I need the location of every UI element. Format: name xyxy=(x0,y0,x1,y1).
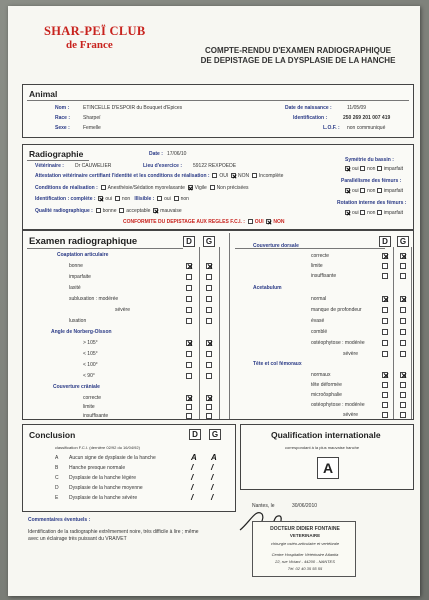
sym-imparfait-checkbox[interactable] xyxy=(377,166,382,171)
dors-insuff-d-checkbox[interactable] xyxy=(382,273,388,279)
dors-correcte-label: correcte xyxy=(311,253,330,259)
tete-normaux-g-checkbox[interactable] xyxy=(400,372,406,378)
cran-insuff-g-checkbox[interactable] xyxy=(206,413,212,419)
coapt-luxation-label: luxation xyxy=(69,318,87,324)
norberg-heading: Angle de Norberg-Olsson xyxy=(51,329,112,335)
couv-dors-heading: Couverture dorsale xyxy=(253,243,299,249)
coapt-luxation-g-checkbox[interactable] xyxy=(206,318,212,324)
signature-date: 30/06/2010 xyxy=(292,503,318,509)
cran-correcte-g-checkbox[interactable] xyxy=(206,395,212,401)
acet-osteo-d-checkbox[interactable] xyxy=(382,340,388,346)
rot-non-checkbox[interactable] xyxy=(360,210,365,215)
ident-oui-label: oui xyxy=(105,196,113,202)
conclusion-g-header: G xyxy=(209,429,221,440)
couv-cran-heading: Couverture crâniale xyxy=(53,384,100,390)
right-col-g-header: G xyxy=(397,236,409,247)
rotation-label: Rotation interne des fémurs : xyxy=(337,200,407,206)
cran-limite-g-checkbox[interactable] xyxy=(206,404,212,410)
examen-section xyxy=(22,230,414,420)
norberg-3-g-checkbox[interactable] xyxy=(206,362,212,368)
par-non-checkbox[interactable] xyxy=(360,188,365,193)
coapt-laxite-g-checkbox[interactable] xyxy=(206,285,212,291)
dors-insuff-label: insuffisante xyxy=(311,273,337,279)
par-oui-label: oui xyxy=(352,188,359,194)
lof-value: non communiqué xyxy=(347,125,386,131)
acet-evase-d-checkbox[interactable] xyxy=(382,318,388,324)
lieu-value: 59122 REXPOEDE xyxy=(193,163,237,169)
race-value: Sharpeï xyxy=(83,115,101,121)
acet-comble-g-checkbox[interactable] xyxy=(400,329,406,335)
tete-normaux-label: normaux xyxy=(311,372,331,378)
acetabulum-heading: Acetabulum xyxy=(253,285,282,291)
acet-comble-d-checkbox[interactable] xyxy=(382,329,388,335)
acet-osteo-g-checkbox[interactable] xyxy=(400,340,406,346)
coaptation-heading: Coaptation articulaire xyxy=(57,252,109,258)
acet-manque-g-checkbox[interactable] xyxy=(400,307,406,313)
sym-oui-label: oui xyxy=(352,166,359,172)
vet-label: Vétérinaire : xyxy=(35,163,64,169)
attest-label: Attestation vétérinaire certifiant l'identité et les conditions de réalisation : xyxy=(35,173,210,179)
conclusion-grade-g: / xyxy=(211,483,214,492)
qual-bonne-checkbox[interactable] xyxy=(96,208,101,213)
acet-osteo-sev-g-checkbox[interactable] xyxy=(400,351,406,357)
stamp-line-1: DOCTEUR DIDIER FONTAINE xyxy=(270,526,340,532)
radiographie-heading: Radiographie xyxy=(29,149,84,159)
qualification-grade: A xyxy=(317,457,339,479)
comments-heading: Commentaires éventuels : xyxy=(28,517,91,523)
acet-normal-g-checkbox[interactable] xyxy=(400,296,406,302)
form-sheet xyxy=(8,6,420,596)
date-label: Date : xyxy=(149,151,163,157)
examen-heading: Examen radiographique xyxy=(29,236,138,247)
animal-section xyxy=(22,84,414,138)
parallelisme-options xyxy=(345,188,403,194)
conclusion-grade-d: / xyxy=(191,463,194,472)
illisible-oui-checkbox[interactable] xyxy=(157,196,162,201)
lof-label: L.O.F. : xyxy=(323,125,340,131)
stamp-line-2: VETERINAIRE xyxy=(289,533,321,538)
rot-imparfait-checkbox[interactable] xyxy=(377,210,382,215)
norberg-2-g-checkbox[interactable] xyxy=(206,351,212,357)
cond-vigile-checkbox[interactable] xyxy=(188,185,193,190)
ident-value: 250 269 201 007 419 xyxy=(343,115,391,121)
dors-correcte-d-checkbox[interactable] xyxy=(382,253,388,259)
conclusion-grade-g: / xyxy=(211,493,214,502)
conformite-row xyxy=(123,219,285,225)
conclusion-grade-g: / xyxy=(211,463,214,472)
tete-osteo-sev-d-checkbox[interactable] xyxy=(382,412,388,418)
cond-label: Conditions de réalisation : xyxy=(35,185,98,191)
race-label: Race : xyxy=(55,115,71,121)
coapt-luxation-d-checkbox[interactable] xyxy=(186,318,192,324)
tete-osteo-d-checkbox[interactable] xyxy=(382,402,388,408)
club-country: de France xyxy=(66,39,113,51)
conclusion-letter: B xyxy=(55,465,59,471)
conclusion-grade-d: / xyxy=(191,473,194,482)
qual-acceptable-label: acceptable xyxy=(126,208,151,214)
tete-deformee-label: tête déformée xyxy=(311,382,342,388)
dors-limite-g-checkbox[interactable] xyxy=(400,263,406,269)
norberg-4-g-checkbox[interactable] xyxy=(206,373,212,379)
tete-osteo-sev-label: sévère xyxy=(343,412,359,418)
norberg-4-label: < 90° xyxy=(83,373,95,379)
cran-limite-label: limite xyxy=(83,404,95,410)
conforme-non-checkbox[interactable] xyxy=(266,219,271,224)
sym-non-checkbox[interactable] xyxy=(360,166,365,171)
tete-osteo-label: ostéophytose : modérée xyxy=(311,402,365,408)
rot-non-label: non xyxy=(367,210,376,216)
coapt-imparfaite-d-checkbox[interactable] xyxy=(186,274,192,280)
coapt-laxite-label: laxité xyxy=(69,285,81,291)
ident-label: Identification : xyxy=(293,115,328,121)
conclusion-grade-d: A xyxy=(191,453,197,462)
acet-osteo-sev-d-checkbox[interactable] xyxy=(382,351,388,357)
conforme-non-label: NON xyxy=(273,219,285,225)
acet-normal-d-checkbox[interactable] xyxy=(382,296,388,302)
conclusion-text: Aucun signe de dysplasie de la hanche xyxy=(69,455,156,461)
stamp-line-6: Tél. 02 40 35 55 55 xyxy=(287,566,323,571)
par-imparfait-checkbox[interactable] xyxy=(377,188,382,193)
attest-oui-checkbox[interactable] xyxy=(212,173,217,178)
identification-row xyxy=(35,196,189,202)
coapt-severe-d-checkbox[interactable] xyxy=(186,307,192,313)
coapt-imparfaite-label: imparfaite xyxy=(69,274,91,280)
ident-non-label: non xyxy=(121,196,131,202)
right-col-d-header: D xyxy=(379,236,391,247)
sym-oui-checkbox[interactable] xyxy=(345,166,350,171)
coapt-laxite-d-checkbox[interactable] xyxy=(186,285,192,291)
conclusion-letter: A xyxy=(55,455,59,461)
symetrie-options xyxy=(345,166,403,172)
comments-line-1: Identification de la radiographie extrêmement noire, très difficile à lire ; même xyxy=(28,529,199,535)
vet-value: Dr CAUWELIER xyxy=(75,163,112,169)
attest-non-checkbox[interactable] xyxy=(231,173,236,178)
attest-non-label: NON xyxy=(238,173,250,179)
tete-micro-g-checkbox[interactable] xyxy=(400,392,406,398)
qualification-section xyxy=(240,424,414,490)
illisible-oui-label: oui xyxy=(164,196,171,202)
conclusion-grade-g: A xyxy=(211,453,217,462)
conclusion-section xyxy=(22,424,236,512)
norberg-4-d-checkbox[interactable] xyxy=(186,373,192,379)
par-oui-checkbox[interactable] xyxy=(345,188,350,193)
cran-correcte-d-checkbox[interactable] xyxy=(186,395,192,401)
norberg-1-g-checkbox[interactable] xyxy=(206,340,212,346)
conclusion-text: Dysplasie de la hanche légère xyxy=(69,475,136,481)
tete-deformee-g-checkbox[interactable] xyxy=(400,382,406,388)
club-name: SHAR-PEÏ CLUB xyxy=(44,24,146,38)
rot-imparfait-label: imparfait xyxy=(383,210,403,216)
acet-evase-label: évasé xyxy=(311,318,325,324)
date-value: 17/06/10 xyxy=(167,151,187,157)
conclusion-subtitle: classification F.C.I. (dernière 02/92 du 16/04/92) xyxy=(55,445,140,450)
coapt-bonne-g-checkbox[interactable] xyxy=(206,263,212,269)
conditions-row xyxy=(35,185,249,191)
sexe-label: Sexe : xyxy=(55,125,70,131)
conclusion-text: Hanche presque normale xyxy=(69,465,126,471)
qual-bonne-label: bonne xyxy=(102,208,117,214)
attestation-row xyxy=(35,173,283,179)
cran-insuff-d-checkbox[interactable] xyxy=(186,413,192,419)
coapt-subluxation-label: subluxation : modérée xyxy=(69,296,119,302)
conformite-label: CONFORMITE DU DEPISTAGE AUX REGLES F.C.I. : xyxy=(123,219,245,225)
acet-osteo-label: ostéophytose : modérée xyxy=(311,340,365,346)
coapt-sublux-g-checkbox[interactable] xyxy=(206,296,212,302)
tete-osteo-sev-g-checkbox[interactable] xyxy=(400,412,406,418)
nom-value: ETINCELLE D'ESPOIR du Bouquet d'Epices xyxy=(83,105,183,111)
tete-normaux-d-checkbox[interactable] xyxy=(382,372,388,378)
attest-incomplete-label: Incomplète xyxy=(258,173,284,179)
coapt-severe-g-checkbox[interactable] xyxy=(206,307,212,313)
conforme-oui-label: OUI xyxy=(254,219,264,225)
acet-manque-d-checkbox[interactable] xyxy=(382,307,388,313)
acet-osteo-sev-label: sévère xyxy=(343,351,359,357)
animal-heading: Animal xyxy=(29,89,58,99)
conclusion-grade-d: / xyxy=(191,493,194,502)
radio-ident-label: Identification : complète : xyxy=(35,196,96,202)
signature-place: Nantes, le xyxy=(252,503,275,509)
attest-incomplete-checkbox[interactable] xyxy=(252,173,257,178)
conforme-oui-checkbox[interactable] xyxy=(248,219,253,224)
coapt-bonne-label: bonne xyxy=(69,263,83,269)
cran-correcte-label: correcte xyxy=(83,395,102,401)
naissance-label: Date de naissance : xyxy=(285,105,332,111)
stamp-line-3: chirurgie ostéo-articulaire et vertébrale xyxy=(270,541,340,546)
dors-correcte-g-checkbox[interactable] xyxy=(400,253,406,259)
tete-heading: Tête et col fémoraux xyxy=(253,361,302,367)
conclusion-text: Dysplasie de la hanche sévère xyxy=(69,495,138,501)
title-line-1: COMPTE-RENDU D'EXAMEN RADIOGRAPHIQUE xyxy=(205,46,391,55)
stamp-line-5: 22, rue Viviani - 44200 - NANTES xyxy=(275,559,335,564)
veterinarian-stamp xyxy=(252,521,356,577)
left-col-g-header: G xyxy=(203,236,215,247)
left-col-d-header: D xyxy=(183,236,195,247)
stamp-line-4: Centre Hospitalier Vétérinaire Atlantia xyxy=(271,552,339,557)
illisible-non-label: non xyxy=(180,196,189,202)
conclusion-letter: D xyxy=(55,485,59,491)
conclusion-grade-d: / xyxy=(191,483,194,492)
qualification-heading: Qualification internationale xyxy=(271,430,381,440)
cond-vigile-label: Vigile xyxy=(194,185,207,191)
dors-limite-d-checkbox[interactable] xyxy=(382,263,388,269)
cond-anesthesie-label: Anesthésie/Sédation myorelaxante xyxy=(107,185,185,191)
qual-mauvaise-label: mauvaise xyxy=(160,208,182,214)
coapt-sublux-d-checkbox[interactable] xyxy=(186,296,192,302)
dors-limite-label: limite xyxy=(311,263,323,269)
tete-micro-label: microôsphalie xyxy=(311,392,342,398)
sexe-value: Femelle xyxy=(83,125,101,131)
conclusion-letter: E xyxy=(55,495,59,501)
lieu-label: Lieu d'exercice : xyxy=(143,163,182,169)
symetrie-label: Symétrie du bassin : xyxy=(345,157,394,163)
cond-nonprecisees-label: Non précisées xyxy=(216,185,249,191)
cran-limite-d-checkbox[interactable] xyxy=(186,404,192,410)
parallelisme-label: Parallélisme des fémurs : xyxy=(341,178,402,184)
ident-non-checkbox[interactable] xyxy=(115,196,120,201)
tete-deformee-d-checkbox[interactable] xyxy=(382,382,388,388)
illisible-label: Illisible : xyxy=(134,196,155,202)
tete-micro-d-checkbox[interactable] xyxy=(382,392,388,398)
norberg-3-d-checkbox[interactable] xyxy=(186,362,192,368)
acet-normal-label: normal xyxy=(311,296,327,302)
rot-oui-checkbox[interactable] xyxy=(345,210,350,215)
norberg-2-label: < 105° xyxy=(83,351,98,357)
conclusion-heading: Conclusion xyxy=(29,430,76,440)
qual-acceptable-checkbox[interactable] xyxy=(119,208,124,213)
norberg-1-d-checkbox[interactable] xyxy=(186,340,192,346)
nom-label: Nom : xyxy=(55,105,70,111)
document-title xyxy=(178,46,418,66)
dors-insuff-g-checkbox[interactable] xyxy=(400,273,406,279)
conclusion-grade-g: / xyxy=(211,473,214,482)
rotation-options xyxy=(345,210,403,216)
illisible-non-checkbox[interactable] xyxy=(174,196,179,201)
cond-nonprecisees-checkbox[interactable] xyxy=(210,185,215,190)
norberg-3-label: < 100° xyxy=(83,362,98,368)
acet-manque-label: manque de profondeur xyxy=(311,307,362,313)
ident-oui-checkbox[interactable] xyxy=(98,196,103,201)
coapt-bonne-d-checkbox[interactable] xyxy=(186,263,192,269)
comments-line-2: avec un éclairage très puissant du VRAIVET xyxy=(28,536,127,542)
sym-non-label: non xyxy=(367,166,376,172)
cran-insuff-label: insuffisante xyxy=(83,413,109,419)
par-imparfait-label: imparfait xyxy=(383,188,403,194)
conclusion-letter: C xyxy=(55,475,59,481)
acet-comble-label: comblé xyxy=(311,329,328,335)
naissance-value: 11/05/09 xyxy=(347,105,367,111)
tete-osteo-g-checkbox[interactable] xyxy=(400,402,406,408)
norberg-2-d-checkbox[interactable] xyxy=(186,351,192,357)
qualification-subtitle: correspondant à la plus mauvaise hanche xyxy=(285,445,360,450)
qualite-label: Qualité radiographique : xyxy=(35,208,93,214)
qualite-row xyxy=(35,208,182,214)
attest-oui-label: OUI xyxy=(219,173,229,179)
cond-anesthesie-checkbox[interactable] xyxy=(101,185,106,190)
norberg-1-label: > 105° xyxy=(83,340,98,346)
conclusion-text: Dysplasie de la hanche moyenne xyxy=(69,485,143,491)
radiographie-section xyxy=(22,144,414,230)
conclusion-d-header: D xyxy=(189,429,201,440)
par-non-label: non xyxy=(367,188,376,194)
rot-oui-label: oui xyxy=(352,210,359,216)
acet-evase-g-checkbox[interactable] xyxy=(400,318,406,324)
qual-mauvaise-checkbox[interactable] xyxy=(153,208,158,213)
coapt-severe-label: sévère xyxy=(115,307,131,313)
coapt-imparfaite-g-checkbox[interactable] xyxy=(206,274,212,280)
title-line-2: DE DEPISTAGE DE LA DYSPLASIE DE LA HANCHE xyxy=(200,56,396,65)
sym-imparfait-label: imparfait xyxy=(383,166,403,172)
